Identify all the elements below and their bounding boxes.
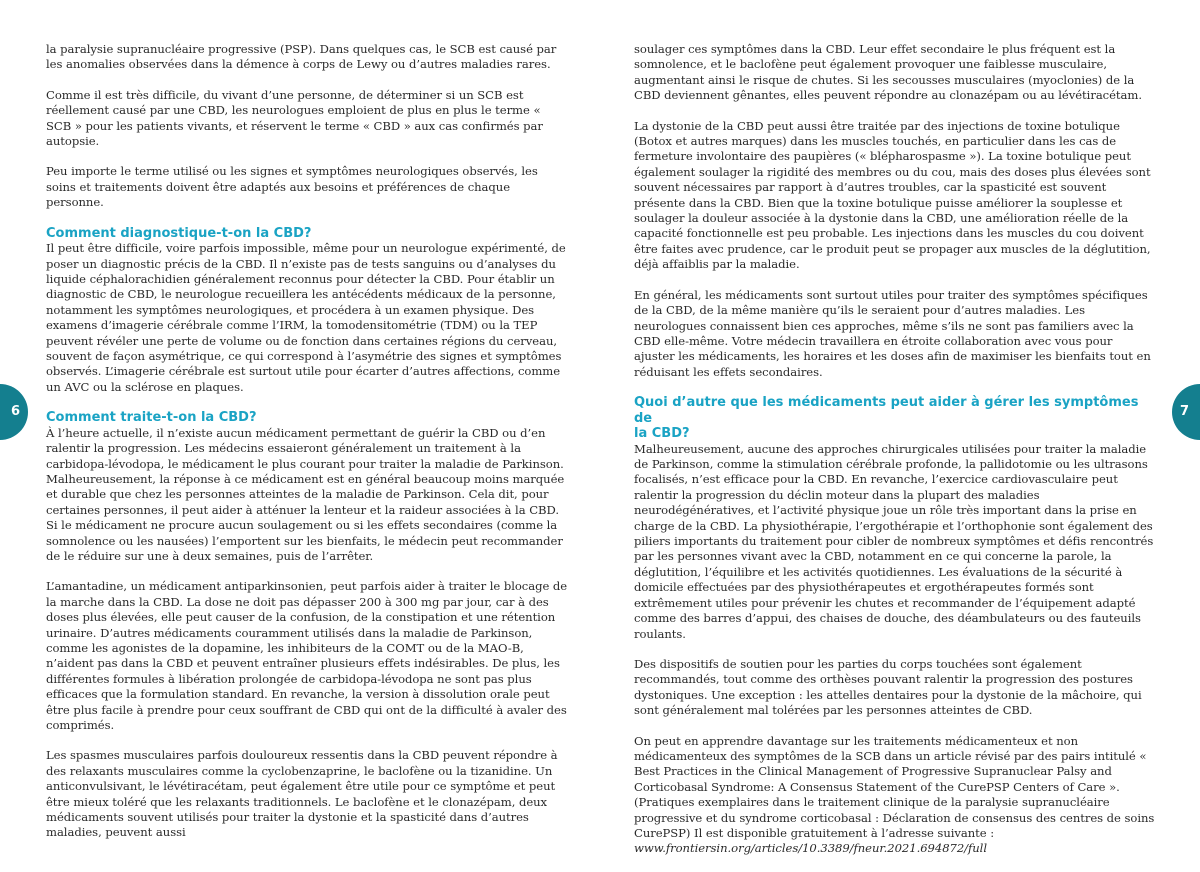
page-number: 6: [11, 404, 21, 419]
paragraph: la paralysie supranucléaire progressive (PSP). Dans quelques cas, le SCB est causé par les anomalies observées dans la démence à corps de Lewy ou d’autres maladies rares.: [46, 42, 557, 72]
paragraph: La dystonie de la CBD peut aussi être traitée par des injections de toxine botulique (Botox et autres marques) dans les muscles touchés, en particulier dans les cas de fermeture involontaire des paupières (« blépharospasme »). La toxine botulique peut également soulager la rigidité des membres ou du cou, mais des doses plus élevées sont souvent nécessaires par rapport à d’autres troubles, car la spasticité est souvent présente dans la CBD. Bien que la toxine botulique puisse améliorer la souplesse et soulager la douleur associée à la dystonie dans la CBD, une amélioration réelle de la capacité fonctionnelle est peu probable. Les injections dans les muscles du cou doivent être faites avec prudence, car le produit peut se propager aux muscles de la déglutition, déjà affaiblis par la maladie.: [634, 118, 1151, 272]
right-page-column: [634, 42, 1156, 872]
paragraph: Les spasmes musculaires parfois douloureux ressentis dans la CBD peuvent répondre à des relaxants musculaires comme la cyclobenzaprine, le baclofène ou la tizanidine. Un anticonvulsivant, le lévétiracétam, peut également être utile pour ce symptôme et peut être mieux toléré que les relaxants traditionnels. Le baclofène et le clonazépam, deux médicaments souvent utilisés pour traiter la dystonie et la spasticité dans d’autres maladies, peuvent aussi: [46, 748, 558, 840]
paragraph: Des dispositifs de soutien pour les parties du corps touchées sont également recommandés, tout comme des orthèses pouvant ralentir la progression des postures dystoniques. Une exception : les attelles dentaires pour la dystonie de la mâchoire, qui sont généralement mal tolérées par les personnes atteintes de CBD.: [634, 656, 1142, 718]
paragraph: L’amantadine, un médicament antiparkinsonien, peut parfois aider à traiter le blocage de la marche dans la CBD. La dose ne doit pas dépasser 200 à 300 mg par jour, car à des doses plus élevées, elle peut causer de la confusion, de la constipation et une rétention urinaire. D’autres médicaments couramment utilisés dans la maladie de Parkinson, comme les agonistes de la dopamine, les inhibiteurs de la COMT ou de la MAO-B, n’aident pas dans la CBD et peuvent entraîner plusieurs effets indésirables. De plus, les différentes formules à libération prolongée de carbidopa-lévodopa ne sont pas plus efficaces que la formulation standard. En revanche, la version à dissolution orale peut être plus facile à prendre pour ceux souffrant de CBD qui ont de la difficulté à avaler des comprimés.: [46, 579, 568, 733]
paragraph: Peu importe le terme utilisé ou les signes et symptômes neurologiques observés, les soins et traitements doivent être adaptés aux besoins et préférences de chaque personne.: [46, 164, 538, 210]
page-number-tab-right: [1172, 384, 1200, 440]
paragraph: Malheureusement, aucune des approches chirurgicales utilisées pour traiter la maladie de Parkinson, comme la stimulation cérébrale profonde, la pallidotomie ou les ultrasons focalisés, n’est efficace pour la CBD. En revanche, l’exercice cardiovasculaire peut ralentir la progression du déclin moteur dans la plupart des maladies neurodégénératives, et l’activité physique joue un rôle très important dans la prise en charge de la CBD. La physiothérapie, l’ergothérapie et l’orthophonie sont également des piliers importants du traitement pour cibler de nombreux symptômes et défis rencontrés par les personnes vivant avec la CBD, notamment en ce qui concerne la parole, la déglutition, l’équilibre et les activités quotidiennes. Les évaluations de la sécurité à domicile effectuées par des physiothérapeutes et ergothérapeutes formés sont extrêmement utiles pour prévenir les chutes et recommander de l’équipement adapté comme des barres d’appui, des chaises de douche, des déambulateurs ou des fauteuils roulants.: [634, 441, 1154, 641]
paragraph: Il peut être difficile, voire parfois impossible, même pour un neurologue expérimenté, de poser un diagnostic précis de la CBD. Il n’existe pas de tests sanguins ou d’analyses du liquide céphalorachidien généralement reconnus pour détecter la CBD. Pour établir un diagnostic de CBD, le neurologue recueillera les antécédents médicaux de la personne, notamment les symptômes neurologiques, et procédera à un examen physique. Des examens d’imagerie cérébrale comme l’IRM, la tomodensitométrie (TDM) ou la TEP peuvent révéler une perte de volume ou de fonction dans certaines régions du cerveau, souvent de façon asymétrique, ce qui correspond à l’asymétrie des signes et symptômes observés. L’imagerie cérébrale est surtout utile pour écarter d’autres affections, comme un AVC ou la sclérose en plaques.: [46, 241, 566, 394]
paragraph: En général, les médicaments sont surtout utiles pour traiter des symptômes spécifiques de la CBD, de la même manière qu’ils le seraient pour d’autres maladies. Les neurologues connaissent bien ces approches, même s’ils ne sont pas familiers avec la CBD elle-même. Votre médecin travaillera en étroite collaboration avec vous pour ajuster les médicaments, les horaires et les doses afin de maximiser les bienfaits tout en réduisant les effets secondaires.: [634, 287, 1151, 379]
paragraph: À l’heure actuelle, il n’existe aucun médicament permettant de guérir la CBD ou d’en ralentir la progression. Les médecins essaieront généralement un traitement à la carbidopa-lévodopa, le médicament le plus courant pour traiter la maladie de Parkinson. Malheureusement, la réponse à ce médicament est en général beaucoup moins marquée et durable que chez les personnes atteintes de la maladie de Parkinson. Cela dit, pour certaines personnes, il peut aider à atténuer la lenteur et la raideur associées à la CBD. Si le médicament ne procure aucun soulagement ou si les effets secondaires (comme la somnolence ou les nausées) l’emportent sur les bienfaits, le médecin peut recommander de le réduire sur une à deux semaines, puis de l’arrêter.: [46, 425, 565, 563]
heading-line: la CBD?: [634, 426, 690, 442]
paragraph: Comme il est très difficile, du vivant d’une personne, de déterminer si un SCB est réellement causé par une CBD, les neurologues emploient de plus en plus le terme « SCB » pour les patients vivants, et réservent le terme « CBD » aux cas confirmés par autopsie.: [46, 87, 543, 149]
paragraph-text: On peut en apprendre davantage sur les traitements médicamenteux et non médicamenteux des symptômes de la SCB dans un article révisé par des pairs intitulé « Best Practices in the Clinical Management of Progressive Supranuclear Palsy and Corticobasal Syndrome: A Consensus Statement of the CurePSP Centers of Care ». (Pratiques exemplaires dans le traitement clinique de la paralysie supranucléaire progressive et du syndrome corticobasal : Déclaration de consensus des centres de soins CurePSP) Il est disponible gratuitement à l’adresse suivante :: [634, 733, 1155, 840]
article-url[interactable]: www.frontiersin.org/articles/10.3389/fneur.2021.694872/full: [634, 841, 987, 856]
heading-line: Quoi d’autre que les médicaments peut aider à gérer les symptômes de: [634, 395, 1139, 426]
page-number: 7: [1180, 404, 1190, 419]
heading-autres-approches: [634, 395, 1156, 442]
paragraph: soulager ces symptômes dans la CBD. Leur effet secondaire le plus fréquent est la somnolence, et le baclofène peut également provoquer une faiblesse musculaire, augmentant ainsi le risque de chutes. Si les secousses musculaires (myoclonies) de la CBD deviennent gênantes, elles peuvent répondre au clonazépam ou au lévétiracétam.: [634, 42, 1142, 103]
paragraph: [634, 734, 1156, 857]
heading-diagnostic: Comment diagnostique-t-on la CBD?: [46, 225, 312, 241]
page-number-tab-left: [0, 384, 28, 440]
left-page-column: [46, 42, 568, 856]
heading-traitement: Comment traite-t-on la CBD?: [46, 410, 257, 426]
